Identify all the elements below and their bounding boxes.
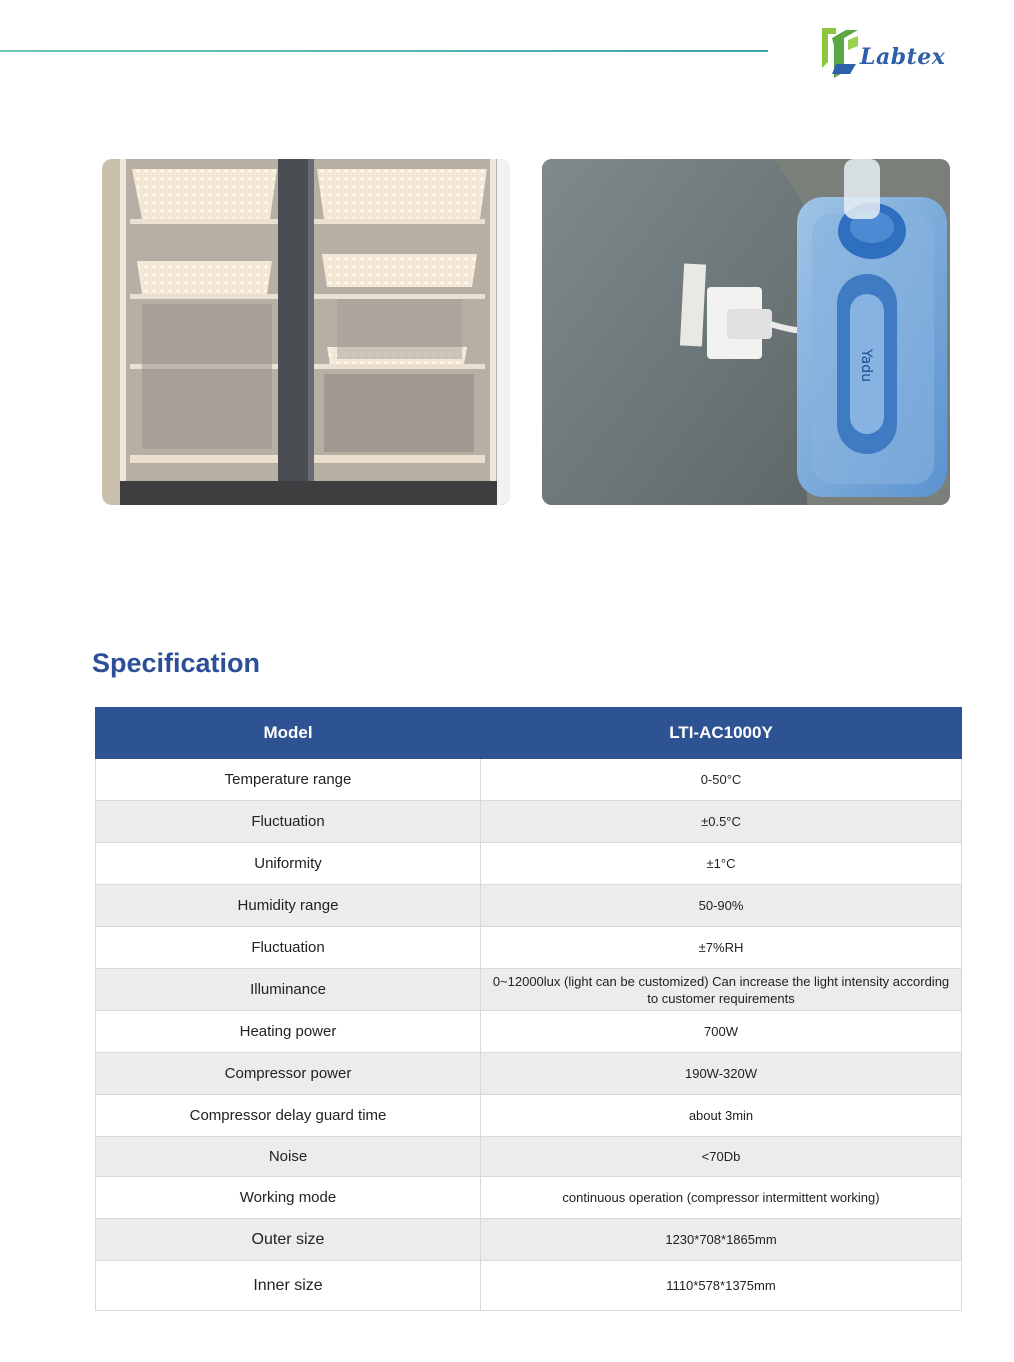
table-row — [96, 801, 962, 843]
row-value: continuous operation (compressor intermittent working) — [481, 1177, 962, 1219]
table-row — [96, 969, 962, 1011]
row-value: 0~12000lux (light can be customized) Can increase the light intensity according to customer requirements — [481, 969, 962, 1011]
tank-label: Yadu — [858, 349, 874, 382]
chamber-interior-photo — [102, 159, 510, 505]
table-row — [96, 1011, 962, 1053]
brand-name: Labtex — [860, 44, 946, 70]
row-value: <70Db — [481, 1137, 962, 1177]
column-header-model: Model — [96, 708, 481, 759]
section-title: Specification — [92, 648, 261, 678]
row-parameter: Noise — [96, 1137, 481, 1177]
row-parameter: Compressor delay guard time — [96, 1095, 481, 1137]
specification-table — [95, 707, 962, 1311]
row-parameter: Inner size — [96, 1261, 481, 1311]
row-parameter: Uniformity — [96, 843, 481, 885]
row-value: ±1°C — [481, 843, 962, 885]
column-header-model-number: LTI-AC1000Y — [481, 708, 962, 759]
labtex-logo — [814, 24, 964, 82]
table-row — [96, 927, 962, 969]
row-value: 0-50°C — [481, 759, 962, 801]
humidifier-water-tank-photo — [542, 159, 950, 505]
table-row — [96, 1261, 962, 1311]
row-value: 1230*708*1865mm — [481, 1219, 962, 1261]
row-value: 190W-320W — [481, 1053, 962, 1095]
water-tank-icon — [542, 159, 950, 505]
table-row — [96, 885, 962, 927]
row-parameter: Fluctuation — [96, 801, 481, 843]
growth-chamber-shelves-icon — [102, 159, 510, 505]
row-parameter: Illuminance — [96, 969, 481, 1011]
table-row — [96, 1137, 962, 1177]
table-row — [96, 1095, 962, 1137]
row-value: 700W — [481, 1011, 962, 1053]
row-value: ±0.5°C — [481, 801, 962, 843]
table-row — [96, 759, 962, 801]
row-value: 1110*578*1375mm — [481, 1261, 962, 1311]
table-row — [96, 1177, 962, 1219]
row-parameter: Humidity range — [96, 885, 481, 927]
row-parameter: Heating power — [96, 1011, 481, 1053]
table-row — [96, 1219, 962, 1261]
row-parameter: Working mode — [96, 1177, 481, 1219]
header-rule — [0, 50, 768, 52]
row-parameter: Compressor power — [96, 1053, 481, 1095]
table-header-row — [96, 708, 962, 759]
row-parameter: Temperature range — [96, 759, 481, 801]
row-value: ±7%RH — [481, 927, 962, 969]
row-value: about 3min — [481, 1095, 962, 1137]
row-parameter: Fluctuation — [96, 927, 481, 969]
row-value: 50-90% — [481, 885, 962, 927]
row-parameter: Outer size — [96, 1219, 481, 1261]
table-row — [96, 843, 962, 885]
table-row — [96, 1053, 962, 1095]
labtex-logo-icon — [814, 24, 864, 82]
